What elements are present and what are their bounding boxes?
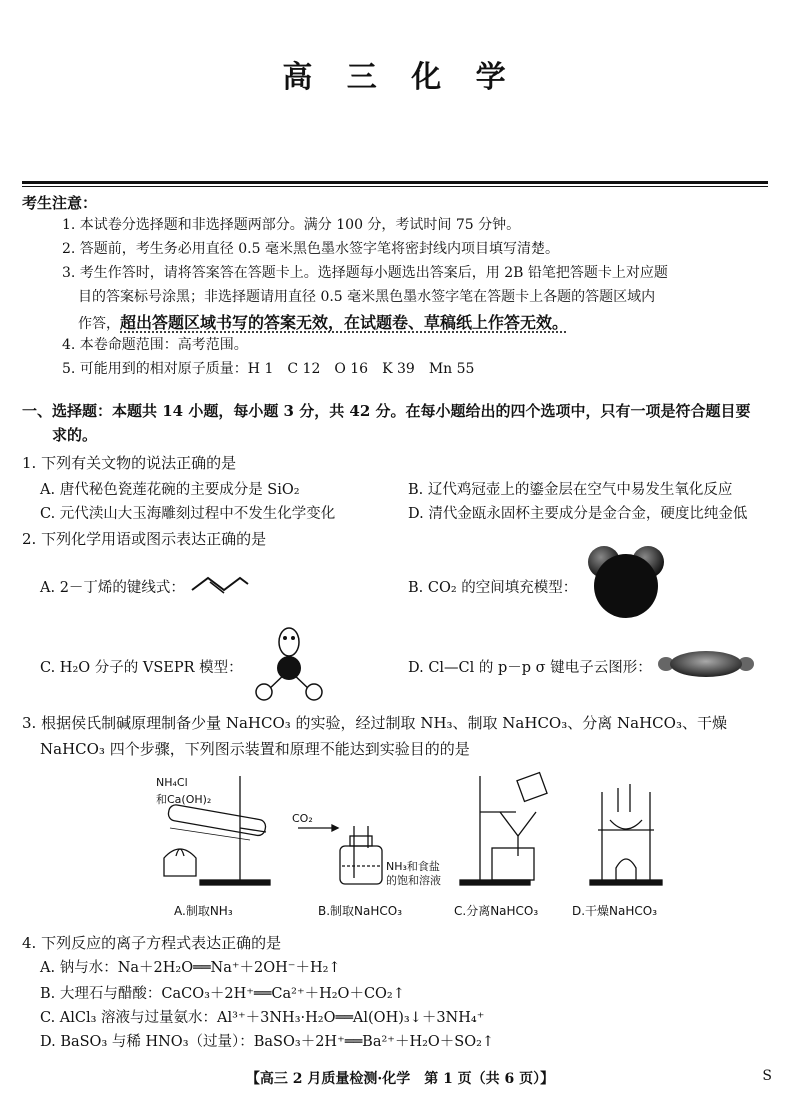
- apparatus-b: [298, 825, 382, 884]
- fig-caption-c: C.分离NaHCO₃: [454, 904, 539, 918]
- q4-option-a: A. 钠与水：Na＋2H₂O══Na⁺＋2OH⁻＋H₂↑: [40, 960, 341, 976]
- fig-reagent-1: NH₄Cl: [156, 776, 188, 789]
- q2-option-a: A. 2－丁烯的键线式：: [40, 580, 185, 596]
- notice-item-2: 2. 答题前，考生务必用直径 0.5 毫米黑色墨水签字笔将密封线内项目填写清楚。: [62, 241, 559, 257]
- notice-heading: 考生注意：: [22, 194, 98, 212]
- notice-item-4: 4. 本卷命题范围：高考范围。: [62, 337, 248, 353]
- fig-caption-b: B.制取NaHCO₃: [318, 904, 403, 918]
- fig-caption-d: D.干燥NaHCO₃: [572, 904, 658, 918]
- notice-item-5: 5. 可能用到的相对原子质量：H 1 C 12 O 16 K 39 Mn 55: [62, 361, 475, 377]
- fig-solution-2: 的饱和溶液: [386, 874, 441, 887]
- apparatus-d: [590, 784, 662, 885]
- co2-space-filling-icon: [584, 540, 668, 620]
- q2-stem: 2. 下列化学用语或图示表达正确的是: [22, 530, 267, 548]
- fig-solution-1: NH₃和食盐: [386, 860, 440, 873]
- q3-stem-line1: 3. 根据侯氏制碱原理制备少量 NaHCO₃ 的实验，经过制取 NH₃、制取 NaHCO₃、分离 NaHCO₃、干燥: [22, 714, 727, 732]
- page-footer: 【高三 2 月质量检测·化学 第 1 页（共 6 页）】: [245, 1071, 555, 1087]
- q4-stem: 4. 下列反应的离子方程式表达正确的是: [22, 934, 282, 952]
- notice-item-1: 1. 本试卷分选择题和非选择题两部分。满分 100 分，考试时间 75 分钟。: [62, 217, 521, 233]
- q1-option-a: A. 唐代秘色瓷莲花碗的主要成分是 SiO₂: [40, 482, 300, 498]
- sigma-bond-cloud-icon: [656, 648, 756, 680]
- notice-item-3: 3. 考生作答时，请将答案答在答题卡上。选择题每小题选出答案后，用 2B 铅笔把答题卡上对应题: [62, 265, 668, 281]
- notice-item-3-cont: 目的答案标号涂黑；非选择题请用直径 0.5 毫米黑色墨水签字笔在答题卡上各题的答题区域内: [78, 289, 656, 305]
- q4-option-d: D. BaSO₃ 与稀 HNO₃（过量）：BaSO₃＋2H⁺══Ba²⁺＋H₂O＋SO₂↑: [40, 1034, 495, 1050]
- header-rule: [22, 181, 768, 184]
- section-heading-cont: 求的。: [52, 426, 98, 444]
- q3-stem-line2: NaHCO₃ 四个步骤，下列图示装置和原理不能达到实验目的的是: [40, 740, 470, 758]
- q1-stem: 1. 下列有关文物的说法正确的是: [22, 454, 237, 472]
- q2-option-d: D. Cl—Cl 的 p－p σ 键电子云图形：: [408, 660, 652, 676]
- header-rule-thin: [22, 186, 768, 187]
- butene-skeletal-icon: [190, 572, 250, 594]
- section-heading: 一、选择题：本题共 14 小题，每小题 3 分，共 42 分。在每小题给出的四个选项中，只有一项是符合题目要: [22, 402, 751, 420]
- notice-item-3-end: 作答，超出答题区域书写的答案无效，在试题卷、草稿纸上作答无效。: [78, 313, 569, 332]
- q2-option-b: B. CO₂ 的空间填充模型：: [408, 580, 578, 596]
- notice-emphasis: 超出答题区域书写的答案无效，在试题卷、草稿纸上作答无效。: [120, 313, 569, 332]
- q1-option-b: B. 辽代鸡冠壶上的鎏金层在空气中易发生氧化反应: [408, 482, 733, 498]
- q1-option-d: D. 清代金瓯永固杯主要成分是金合金，硬度比纯金低: [408, 506, 748, 522]
- q4-option-b: B. 大理石与醋酸：CaCO₃＋2H⁺══Ca²⁺＋H₂O＋CO₂↑: [40, 986, 405, 1002]
- page-title: 高 三 化 学: [282, 60, 518, 95]
- page-corner-mark: S: [762, 1068, 772, 1084]
- q1-option-c: C. 元代渎山大玉海雕刻过程中不发生化学变化: [40, 506, 336, 522]
- water-vsepr-icon: [252, 624, 328, 704]
- apparatus-c: [460, 773, 547, 885]
- fig-reagent-2: 和Ca(OH)₂: [156, 793, 212, 806]
- q4-option-c: C. AlCl₃ 溶液与过量氨水：Al³⁺＋3NH₃·H₂O══Al(OH)₃↓＋3NH₄⁺: [40, 1010, 485, 1026]
- fig-gas-co2: CO₂: [292, 812, 313, 825]
- q2-option-c: C. H₂O 分子的 VSEPR 模型：: [40, 660, 243, 676]
- fig-caption-a: A.制取NH₃: [174, 904, 233, 918]
